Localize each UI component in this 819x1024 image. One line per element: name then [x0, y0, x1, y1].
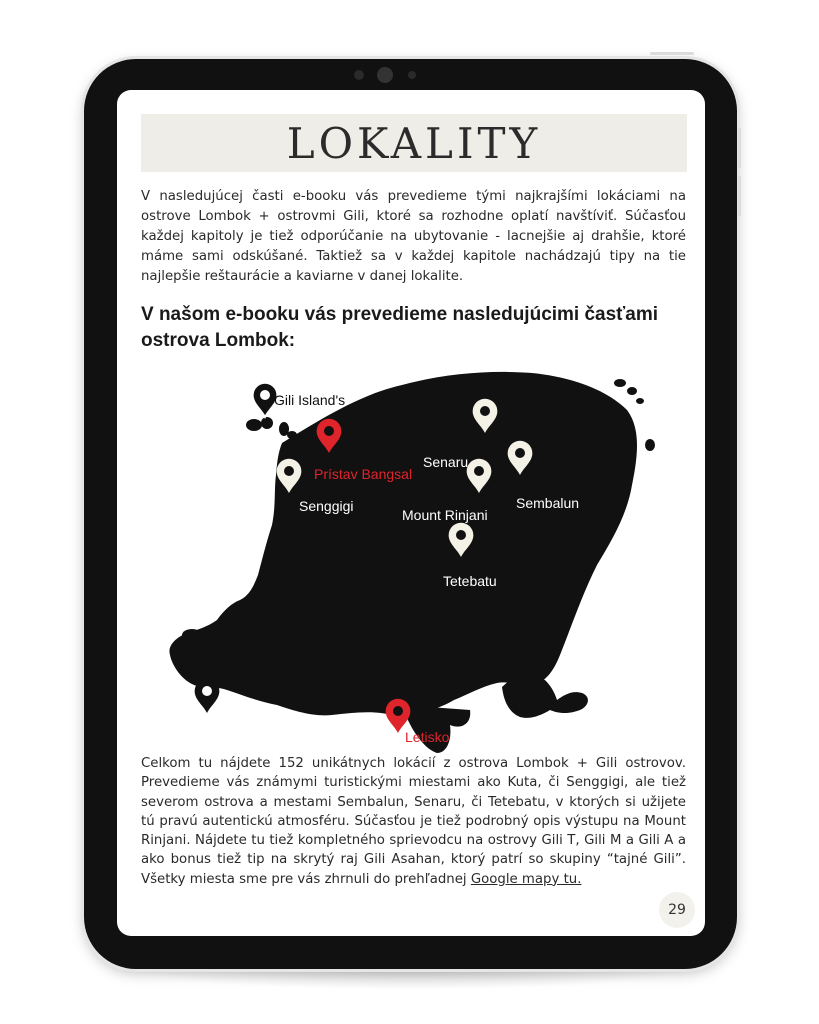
pin-mount-rinjani-dot — [474, 466, 484, 476]
southeast-peninsula — [502, 675, 588, 718]
label-tetebatu: Tetebatu — [443, 573, 497, 589]
page-title: LOKALITY — [286, 118, 542, 168]
pin-tetebatu-dot — [456, 530, 466, 540]
camera-lens — [377, 67, 393, 83]
outro-text: Celkom tu nájdete 152 unikátnych lokácií z ostrova Lombok + Gili ostrovov. Prevedieme vás známymi turistickými miestami ako Kuta, či Senggigi, ale tiež severom ostrova a mestami Sembalun, Senaru, či Tetebatu, v ktorých si užijete tú pravú autentickú atmosféru. Súčasťou je tiež podrobný opis výstupu na Mount Rinjani. Nájdete tu tiež kompletného sprievodcu na ostrovy Gili T, Gili M a Gili A a ako bonus tiež tip na skrytý raj Gili Asahan, ktorý patrí so skupiny “tajné Gili”. Všetky miesta sme pre vás zhrnuli do prehľadnej — [141, 756, 686, 887]
label-pristav-bangsal: Prístav Bangsal — [314, 466, 413, 482]
lombok-map — [162, 365, 672, 755]
label-letisko: Letisko — [405, 729, 450, 745]
pin-sembalun-dot — [515, 448, 525, 458]
camera-dot-right — [408, 71, 416, 79]
page-number: 29 — [659, 892, 695, 928]
pin-gili-islands-dot — [260, 390, 270, 400]
label-senggigi: Senggigi — [299, 498, 354, 514]
volume-button-down[interactable] — [738, 176, 741, 216]
label-mount-rinjani: Mount Rinjani — [402, 507, 488, 523]
pin-senggigi-dot — [284, 466, 294, 476]
label-gili-islands: Gili Island's — [274, 392, 346, 408]
section-heading: V našom e-booku vás prevedieme nasledujúcimi časťami ostrova Lombok: — [141, 304, 659, 351]
volume-button-up[interactable] — [738, 128, 741, 168]
label-senaru: Senaru — [423, 454, 469, 470]
camera-dot-left — [354, 70, 364, 80]
ebook-page — [117, 90, 705, 936]
label-secret-gilis: Secret Gili's — [178, 661, 253, 677]
pin-secret-gilis-dot — [202, 686, 212, 696]
outro-paragraph — [141, 754, 686, 889]
label-sembalun: Sembalun — [516, 495, 580, 511]
intro-paragraph: V nasledujúcej časti e-booku vás prevedieme tými najkrajšími lokáciami na ostrove Lombok + ostrovmi Gili, ktoré sa rozhodne oplatí navštíviť. Súčasťou každej kapitoly je tiež odporúčanie na ubytovanie - lacnejšie aj drahšie, ktoré máme sami odskúšané. Taktiež sa v každej kapitole nachádzajú tipy na tie najlepšie reštaurácie a kaviarne v danej lokalite. — [141, 189, 686, 284]
top-side-button[interactable] — [650, 52, 694, 55]
google-maps-link[interactable]: Google mapy tu. — [470, 871, 582, 887]
title-band — [141, 114, 687, 172]
pin-letisko-dot — [393, 706, 403, 716]
pin-senaru-dot — [480, 406, 490, 416]
pin-pristav-bangsal-dot — [324, 426, 334, 436]
gili-islands-shapes — [246, 417, 297, 439]
